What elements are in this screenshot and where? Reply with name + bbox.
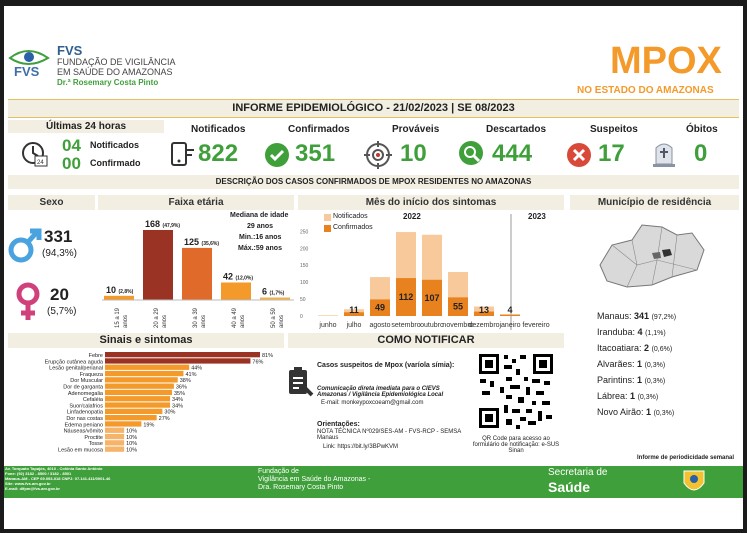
search-icon (458, 140, 488, 170)
age-value-label: 10 (2,8%) (106, 284, 134, 295)
onset-year-2023: 2023 (528, 212, 546, 221)
age-tick-unit: anos (201, 314, 207, 328)
symptom-label: Lesão genital/perianal (49, 365, 103, 372)
footer-bar (4, 466, 743, 498)
symptoms-title-bar (8, 333, 284, 348)
tombstone-icon (652, 140, 676, 168)
male-value: 331 (44, 227, 73, 246)
male-pct: (94,3%) (42, 248, 78, 259)
symptom-label: Dor de garganta (63, 384, 103, 391)
notify-link[interactable]: Link: https://bit.ly/3BPwKVM (323, 444, 399, 450)
kpi-confirmed-value: 351 (295, 140, 336, 167)
age-value-label: 125 (35,6%) (184, 236, 220, 247)
org-name-1: FUNDAÇÃO DE VIGILÂNCIA (57, 57, 176, 67)
org-short: FVS (57, 43, 83, 58)
onset-value-label: 11 (349, 305, 359, 315)
onset-y-tick: 250 (300, 229, 309, 236)
onset-y-tick: 0 (300, 314, 303, 320)
periodicity-note: Informe de periodicidade semanal (637, 455, 735, 461)
report-title-bar (8, 99, 739, 118)
kpi-discarded-value: 444 (492, 140, 533, 167)
age-tick-unit: anos (279, 314, 285, 328)
male-symbol-icon (8, 226, 42, 264)
age-median-label: Mediana de idade (230, 212, 289, 219)
symptom-value-label: 76% (252, 359, 264, 366)
last24-confirmed-label: Confirmado (90, 158, 141, 168)
municipality-item: Alvarães: 1 (0,3%) (597, 359, 666, 369)
onset-tick-label: junho (319, 322, 337, 329)
age-tick-unit: anos (240, 314, 246, 328)
symptom-bar (105, 434, 124, 439)
age-tick-label: 15 a 19 (115, 307, 121, 328)
symptom-bar (105, 447, 124, 452)
symptom-bar (105, 377, 178, 382)
symptom-label: Adenomegalia (67, 390, 103, 397)
bottom-border (0, 529, 747, 533)
onset-tick-label: julho (346, 322, 362, 329)
symptom-value-label: 34% (172, 397, 184, 404)
age-min: Min.:16 anos (239, 234, 282, 241)
symptom-value-label: 36% (175, 384, 187, 391)
symptom-value-label: 30% (164, 409, 176, 416)
age-bar (104, 296, 134, 300)
municipality-list (597, 311, 737, 423)
age-tick-label: 30 a 39 (193, 307, 199, 328)
logo-letters: FVS (14, 64, 40, 79)
symptom-label: Suor/calafrios (69, 403, 103, 410)
symptom-value-label: 19% (143, 422, 155, 429)
clipboard-icon (286, 366, 314, 398)
kpi-deaths-label: Óbitos (686, 124, 718, 135)
symptom-bar (105, 415, 157, 420)
onset-tick-label: dezembro (468, 322, 500, 329)
municipality-item: Iranduba: 4 (1,1%) (597, 327, 666, 337)
onset-value-label: 13 (478, 305, 490, 315)
symptom-label: Febre (88, 353, 103, 359)
symptom-label: Fraqueza (79, 371, 103, 378)
age-bar (182, 248, 212, 300)
female-symbol-icon (14, 282, 42, 322)
symptoms-title: Sinais e sintomas (99, 334, 193, 346)
legend-notified-label: Notificados (333, 213, 368, 220)
age-value-label: 168 (47,9%) (145, 219, 181, 229)
symptom-label: Erupção cutânea aguda (44, 359, 103, 366)
symptom-bar (105, 440, 124, 445)
footer-secretaria: Secretaria de (548, 467, 608, 478)
symptom-bar (105, 390, 172, 395)
kpi-notified-label: Notificados (191, 124, 246, 135)
symptom-label: Lesão em mucosa (58, 447, 103, 454)
onset-value-label: 107 (424, 292, 440, 303)
female-value: 20 (50, 285, 69, 304)
age-tick-unit: anos (162, 314, 168, 328)
last24-notified-value: 04 (62, 136, 81, 155)
symptom-value-label: 10% (126, 441, 138, 448)
org-name-2: EM SAÚDE DO AMAZONAS (57, 67, 173, 77)
symptom-value-label: 44% (191, 365, 203, 372)
notify-line2: Comunicação direta imediata para o CIEVS Amazonas / Vigilância Epidemiológica Local (317, 386, 444, 398)
symptom-value-label: 38% (179, 378, 191, 385)
onset-tick-label: outubro (420, 322, 444, 329)
last24-confirmed-value: 00 (62, 154, 81, 173)
age-tick-label: 20 a 29 (154, 307, 160, 328)
notify-orient-text: NOTA TÉCNICA Nº029/SES-AM - FVS-RCP - SEMSA Manaus (317, 429, 461, 441)
age-median-value: 29 anos (247, 223, 274, 230)
notify-orient-title: Orientações: (317, 421, 360, 428)
onset-tick-label: setembro (391, 322, 421, 329)
symptom-label: Dor Muscular (70, 378, 103, 385)
onset-value-label: 49 (374, 302, 386, 313)
age-chart (98, 212, 298, 330)
kpi-probable-label: Prováveis (392, 124, 440, 135)
phone-notify-icon (168, 140, 196, 168)
onset-tick-label: agosto (369, 322, 391, 329)
age-max: Máx.:59 anos (238, 245, 282, 252)
kpi-confirmed-label: Confirmados (288, 124, 350, 135)
onset-notified-bar (318, 315, 338, 316)
notify-title-bar (288, 333, 564, 348)
last24-notified-label: Notificados (90, 140, 140, 150)
kpi-deaths-value: 0 (694, 140, 708, 167)
footer-address: Av. Torquato Tapajós, 4010 - Colônia Santo Antônio Fone: (92) 3182 - 8500 / 3182 - 8501 Manaus-AM - CEP 69.093-018 CNPJ: 07.141.411/0001-46 Site: www.fvs.am.gov.br E-mail: difpm@fvs.am.gov.br (5, 466, 111, 491)
symptom-label: Proctite (84, 434, 103, 441)
right-border (743, 6, 747, 529)
onset-tick-label: novembro (442, 322, 474, 329)
onset-chart (298, 212, 566, 330)
municipality-title: Município de residência (570, 195, 739, 210)
symptom-bar (105, 365, 189, 370)
onset-y-tick: 150 (300, 263, 309, 270)
calendar-24h-icon (22, 140, 48, 168)
age-value-label: 42 (12,0%) (223, 271, 254, 282)
x-circle-icon (566, 142, 592, 168)
page-title: MPOX (610, 40, 722, 82)
onset-tick-label: janeiro (499, 322, 521, 329)
footer-center: Fundação de Vigilância em Saúde do Amazonas - Dra. Rosemary Costa Pinto (258, 468, 371, 491)
top-border (0, 0, 747, 6)
symptom-bar (105, 402, 170, 407)
symptom-label: Edema peniano (64, 422, 103, 429)
female-pct: (5,7%) (47, 306, 77, 317)
kpi-notified-value: 822 (198, 140, 239, 167)
org-name-3: Dr.ª Rosemary Costa Pinto (57, 78, 159, 87)
check-circle-icon (264, 142, 290, 168)
kpi-suspect-label: Suspeitos (590, 124, 638, 135)
symptom-label: Cefaléia (82, 397, 103, 404)
onset-value-label: 4 (507, 305, 513, 315)
age-title: Faixa etária (98, 195, 294, 210)
symptom-bar (105, 371, 183, 376)
symptom-label: Tosse (88, 441, 103, 448)
qr-caption: QR Code para acesso ao formulário de notificação: e-SUS Sinan (472, 436, 560, 454)
description-bar (8, 175, 739, 189)
onset-value-label: 55 (452, 301, 464, 312)
onset-title: Mês do início dos sintomas (298, 195, 564, 210)
age-value-label: 6 (1,7%) (262, 286, 285, 297)
onset-tick-label: fevereiro (522, 322, 550, 329)
notify-link-row (323, 444, 398, 450)
fvs-logo (8, 44, 53, 80)
symptom-bar (105, 384, 174, 389)
amazonas-map-icon (592, 215, 708, 295)
symptom-label: Linfadenopatia (66, 409, 103, 416)
age-tick-label: 50 a 59 (271, 307, 277, 328)
symptom-value-label: 81% (262, 353, 274, 359)
onset-value-label: 112 (398, 292, 414, 303)
last24-title: Últimas 24 horas (45, 121, 127, 132)
symptom-value-label: 41% (185, 371, 197, 378)
age-bar (221, 283, 251, 301)
symptom-value-label: 35% (173, 390, 185, 397)
notify-line1: Casos suspeitos de Mpox (varíola símia): (317, 362, 455, 369)
symptom-label: Náuseas/vômito (63, 428, 103, 435)
onset-year-2022: 2022 (403, 212, 421, 221)
municipality-item: Manaus: 341 (97,2%) (597, 311, 677, 321)
symptom-value-label: 10% (126, 447, 138, 454)
onset-y-tick: 100 (300, 280, 309, 287)
symptom-value-label: 10% (126, 428, 138, 435)
municipality-item: Itacoatiara: 2 (0,6%) (597, 343, 673, 353)
svg-text:24: 24 (37, 160, 44, 166)
description-text: DESCRIÇÃO DOS CASOS CONFIRMADOS DE MPOX RESIDENTES NO AMAZONAS (215, 177, 532, 186)
symptom-bar (105, 428, 124, 433)
qr-code-icon[interactable] (476, 351, 556, 431)
notify-title: COMO NOTIFICAR (377, 334, 475, 346)
symptom-bar (105, 352, 260, 357)
footer-saude: Saúde (548, 479, 591, 495)
symptom-value-label: 34% (172, 403, 184, 410)
kpi-suspect-value: 17 (598, 140, 625, 167)
symptoms-chart (4, 350, 286, 466)
notify-email: E-mail: monkeypoxcoeam@gmail.com (321, 400, 424, 406)
target-icon (364, 141, 392, 169)
age-bar (143, 230, 173, 300)
municipality-item: Novo Airão: 1 (0,3%) (597, 407, 675, 417)
onset-y-tick: 50 (300, 297, 306, 304)
symptom-bar (105, 421, 141, 426)
onset-y-tick: 200 (300, 246, 309, 253)
kpi-discarded-label: Descartados (486, 124, 547, 135)
sex-title: Sexo (8, 195, 95, 210)
symptom-value-label: 27% (158, 416, 170, 422)
symptom-bar (105, 396, 170, 401)
state-coat-of-arms-icon (682, 467, 706, 497)
age-tick-label: 40 a 49 (232, 307, 238, 328)
municipality-item: Parintins: 1 (0,3%) (597, 375, 666, 385)
last24-title-bar (8, 120, 164, 133)
age-tick-unit: anos (123, 314, 129, 328)
page-subtitle: NO ESTADO DO AMAZONAS (577, 85, 714, 96)
symptom-value-label: 10% (126, 434, 138, 441)
symptom-bar (105, 358, 250, 363)
symptom-bar (105, 409, 162, 414)
report-title: INFORME EPIDEMIOLÓGICO - 21/02/2023 | SE 08/2023 (232, 102, 515, 114)
municipality-item: Lábrea: 1 (0,3%) (597, 391, 659, 401)
kpi-probable-value: 10 (400, 140, 427, 167)
symptom-label: Dor nas costas (66, 416, 103, 422)
legend-confirmed-label: Confirmados (333, 224, 373, 231)
